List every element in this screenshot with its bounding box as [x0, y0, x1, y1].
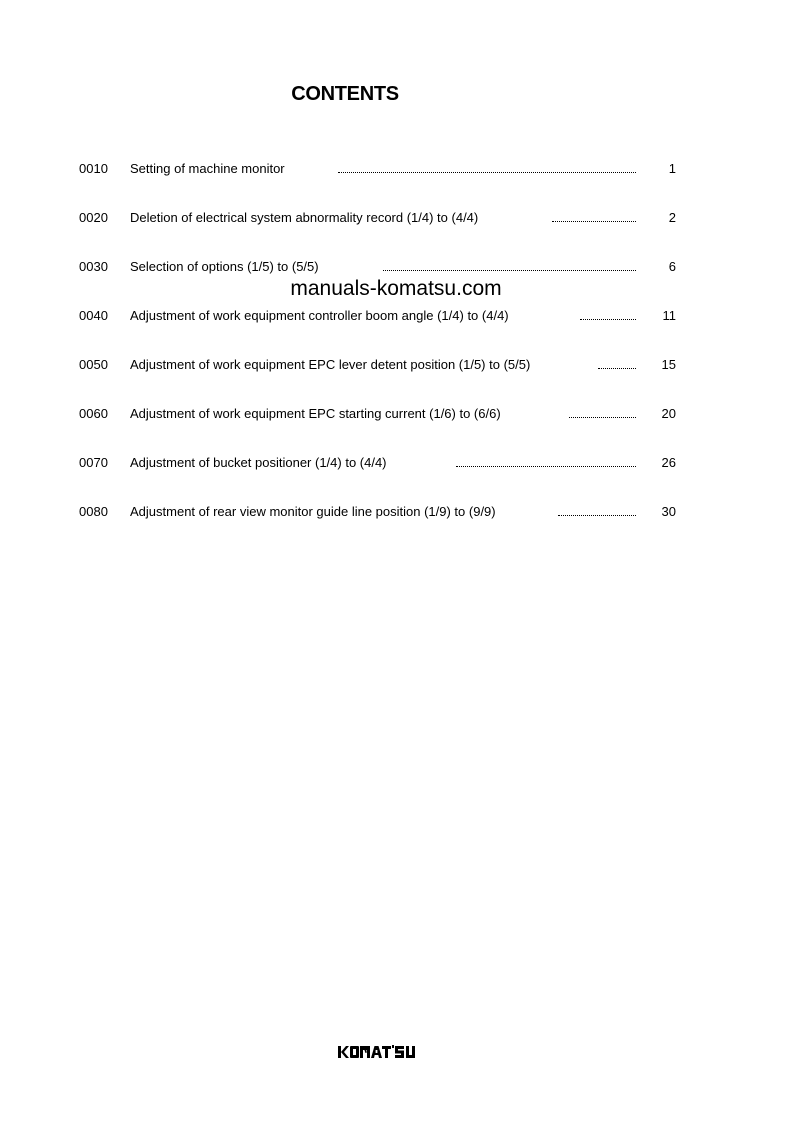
toc-leader-dots — [569, 417, 636, 418]
toc-page-number: 15 — [661, 357, 676, 372]
toc-entry-0040[interactable] — [0, 307, 794, 331]
toc-title: Setting of machine monitor — [130, 161, 285, 176]
toc-entry-0050[interactable] — [0, 356, 794, 380]
toc-page-number: 2 — [668, 210, 676, 225]
toc-title: Adjustment of work equipment EPC lever detent position (1/5) to (5/5) — [130, 357, 531, 372]
watermark-text: manuals-komatsu.com — [290, 277, 502, 300]
toc-leader-dots — [580, 319, 636, 320]
toc-page-number: 30 — [661, 504, 676, 519]
toc-code: 0010 — [79, 161, 108, 176]
toc-page-number: 6 — [668, 259, 676, 274]
toc-entry-0070[interactable] — [0, 454, 794, 478]
toc-entry-0080[interactable] — [0, 503, 794, 527]
toc-leader-dots — [598, 368, 636, 369]
toc-title: Adjustment of work equipment EPC starting current (1/6) to (6/6) — [130, 406, 501, 421]
toc-leader-dots — [338, 172, 636, 173]
toc-leader-dots — [552, 221, 636, 222]
toc-code: 0050 — [79, 357, 108, 372]
toc-entry-0010[interactable] — [0, 160, 794, 184]
toc-title: Selection of options (1/5) to (5/5) — [130, 259, 319, 274]
page-title: CONTENTS — [291, 83, 399, 105]
toc-title: Adjustment of work equipment controller boom angle (1/4) to (4/4) — [130, 308, 509, 323]
toc-code: 0060 — [79, 406, 108, 421]
toc-title: Adjustment of rear view monitor guide line position (1/9) to (9/9) — [130, 504, 496, 519]
toc-code: 0080 — [79, 504, 108, 519]
toc-page-number: 11 — [662, 308, 676, 323]
toc-title: Deletion of electrical system abnormality record (1/4) to (4/4) — [130, 210, 479, 225]
toc-leader-dots — [456, 466, 636, 467]
toc-page-number: 20 — [661, 406, 676, 421]
toc-leader-dots — [383, 270, 636, 271]
toc-title: Adjustment of bucket positioner (1/4) to (4/4) — [130, 455, 387, 470]
toc-code: 0070 — [79, 455, 108, 470]
toc-leader-dots — [558, 515, 636, 516]
toc-page-number: 26 — [661, 455, 676, 470]
toc-code: 0020 — [79, 210, 108, 225]
toc-code: 0040 — [79, 308, 108, 323]
komatsu-logo — [338, 1045, 420, 1059]
toc-entry-0020[interactable] — [0, 209, 794, 233]
toc-page-number: 1 — [668, 161, 676, 176]
toc-entry-0060[interactable] — [0, 405, 794, 429]
toc-code: 0030 — [79, 259, 108, 274]
